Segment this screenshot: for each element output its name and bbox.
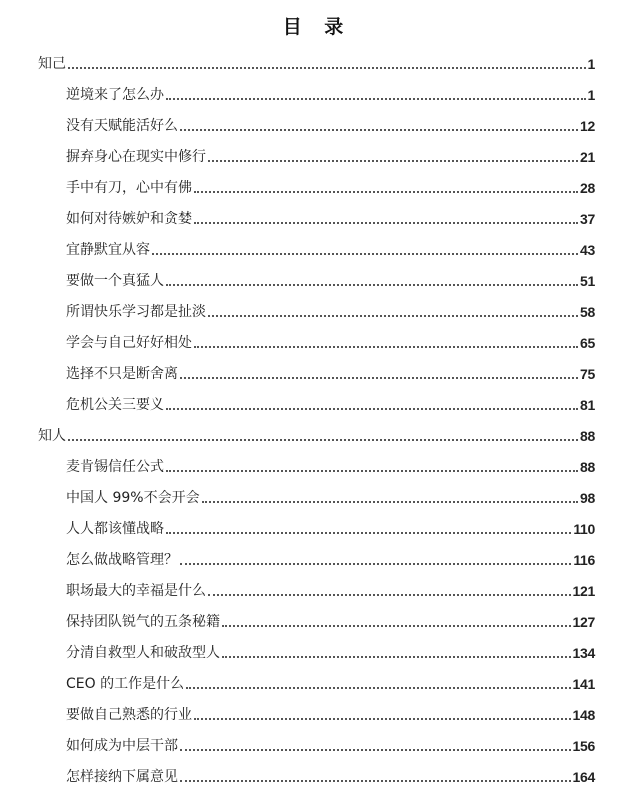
toc-entry-label: 保持团队锐气的五条秘籍 [66,614,220,630]
toc-entry[interactable] [66,269,595,291]
toc-page-number: 75 [580,366,595,382]
toc-entry[interactable] [66,114,595,136]
toc-page-number: 134 [572,645,595,661]
dot-leader [202,501,578,503]
toc-entry[interactable] [66,579,595,601]
toc-page-number: 127 [572,614,595,630]
toc-entry-label: 手中有刀，心中有佛 [66,180,192,196]
toc-page-number: 141 [572,676,595,692]
toc-entry-label: 职场最大的幸福是什么 [66,583,206,599]
toc-page-number: 110 [573,521,595,537]
toc-section-zhiren[interactable] [38,424,595,446]
dot-leader [208,594,571,596]
toc-entry-label: 没有天赋能活好么 [66,118,178,134]
dot-leader [68,67,586,69]
toc-page-number: 1 [587,87,595,103]
toc-entry[interactable] [66,765,595,787]
dot-leader [166,470,578,472]
toc-page-number: 121 [572,583,595,599]
toc-entry[interactable] [66,238,595,260]
toc-entry[interactable] [66,207,595,229]
dot-leader [222,625,571,627]
toc-entry[interactable] [66,83,595,105]
dot-leader [180,780,571,782]
toc-page-number: 81 [580,397,595,413]
toc-page-number: 88 [580,428,595,444]
toc-entry[interactable] [66,703,595,725]
toc-entry-label: 知人 [38,428,66,444]
toc-entry-label: 学会与自己好好相处 [66,335,192,351]
dot-leader [166,532,571,534]
dot-leader [166,98,586,100]
toc-entry[interactable] [66,145,595,167]
toc-title: 目 录 [282,16,352,38]
toc-page-number: 37 [580,211,595,227]
dot-leader [180,129,578,131]
toc-entry-label: 怎么做战略管理？ [66,552,178,568]
toc-page-number: 98 [580,490,595,506]
toc-page-number: 51 [580,273,595,289]
toc-entry-label: 危机公关三要义 [66,397,164,413]
toc-entry[interactable] [66,548,595,570]
dot-leader [186,687,570,689]
toc-entry-label: 麦肯锡信任公式 [66,459,164,475]
toc-page-number: 28 [580,180,595,196]
toc-entry-label: 中国人 99%不会开会 [66,490,200,506]
toc-entry[interactable] [66,393,595,415]
dot-leader [222,656,571,658]
toc-page-number: 1 [587,56,595,72]
toc-entry-label: 宜静默宜从容 [66,242,150,258]
toc-entry-label: 如何成为中层干部 [66,738,178,754]
toc-entry[interactable] [66,610,595,632]
dot-leader [194,222,578,224]
toc-entry[interactable] [66,300,595,322]
dot-leader [194,346,578,348]
toc-entry[interactable] [66,486,595,508]
toc-page-number: 65 [580,335,595,351]
toc-entry[interactable] [66,672,595,694]
toc-entry-label: 分清自救型人和破敌型人 [66,645,220,661]
toc-page-number: 156 [572,738,595,754]
toc-entry[interactable] [66,455,595,477]
dot-leader [194,718,571,720]
dot-leader [68,439,578,441]
toc-entry-label: 知己 [38,56,66,72]
toc-entry-label: 选择不只是断舍离 [66,366,178,382]
toc-page-number: 88 [580,459,595,475]
dot-leader [180,377,578,379]
dot-leader [208,160,578,162]
dot-leader [194,191,578,193]
toc-entry-label: 人人都该懂战略 [66,521,164,537]
toc-entry[interactable] [66,362,595,384]
dot-leader [208,315,578,317]
toc-section-zhiji[interactable] [38,52,595,74]
toc-entry-label: 所谓快乐学习都是扯淡 [66,304,206,320]
toc-page-number: 148 [572,707,595,723]
dot-leader [180,749,571,751]
toc-page-number: 58 [580,304,595,320]
toc-entry[interactable] [66,331,595,353]
toc-entry-label: 怎样接纳下属意见 [66,769,178,785]
dot-leader [166,284,578,286]
toc-entry[interactable] [66,517,595,539]
toc-entry-label: 如何对待嫉妒和贪婪 [66,211,192,227]
toc-entry-label: 要做自己熟悉的行业 [66,707,192,723]
toc-page-number: 116 [573,552,595,568]
toc-page-number: 21 [580,149,595,165]
toc-entry-label: 摒弃身心在现实中修行 [66,149,206,165]
toc-entry[interactable] [66,734,595,756]
dot-leader [152,253,578,255]
toc-entry-label: 逆境来了怎么办 [66,87,164,103]
toc-page-number: 12 [580,118,595,134]
toc-entry-label: CEO 的工作是什么 [66,676,185,692]
toc-page-number: 43 [580,242,595,258]
toc-entry[interactable] [66,176,595,198]
dot-leader [166,408,578,410]
dot-leader [180,563,571,565]
toc-entry-label: 要做一个真猛人 [66,273,164,289]
toc-entry[interactable] [66,641,595,663]
toc-page-number: 164 [572,769,595,785]
